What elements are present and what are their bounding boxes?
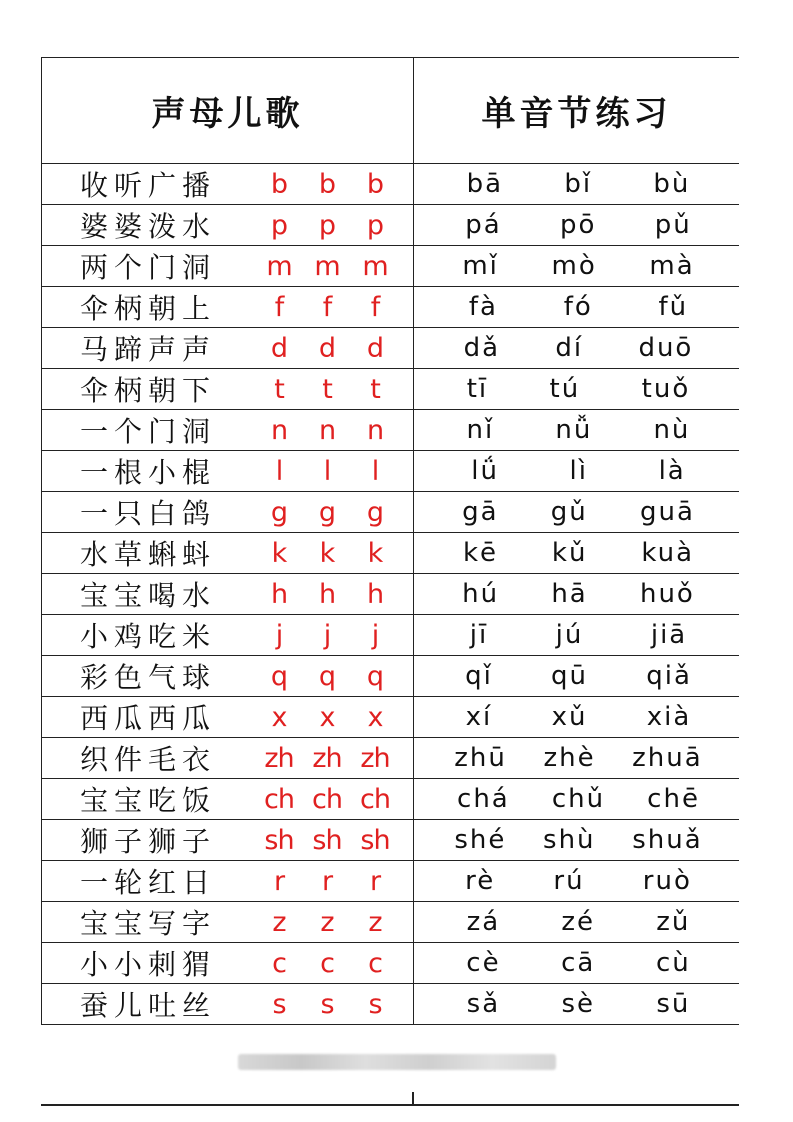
- rhyme-verse: 宝宝喝水: [80, 579, 217, 612]
- blurred-watermark: [238, 1054, 556, 1070]
- rhyme-cell: [42, 738, 414, 779]
- rhyme-cell: [42, 779, 414, 820]
- pinyin-syllable: shuǎ: [632, 825, 703, 855]
- pinyin-syllable: pá: [465, 210, 502, 240]
- bottom-border-line: [41, 1104, 739, 1106]
- pinyin-syllable: pǔ: [654, 210, 692, 240]
- pinyin-syllable: là: [658, 456, 686, 486]
- initial-letter: ch: [312, 783, 342, 815]
- initial-letter: sh: [360, 824, 390, 856]
- syllable-cell: [414, 205, 740, 246]
- syllable-cell: [414, 328, 740, 369]
- initial-letter: ch: [264, 783, 294, 815]
- table-row: [42, 164, 740, 205]
- rhyme-verse: 一轮红日: [80, 866, 217, 899]
- pinyin-syllable: bù: [653, 169, 691, 199]
- table-row: [42, 492, 740, 533]
- pinyin-syllable: zhè: [543, 743, 596, 773]
- initial-letter: j: [371, 619, 379, 651]
- initial-letter: b: [318, 168, 336, 200]
- initial-letter: zh: [360, 742, 390, 774]
- table-row: [42, 328, 740, 369]
- header-row: [42, 58, 740, 164]
- initial-letter: z: [272, 906, 286, 938]
- pinyin-syllable: mà: [649, 251, 695, 281]
- syllable-cell: [414, 492, 740, 533]
- initial-group: [255, 743, 413, 774]
- syllable-cell: [414, 943, 740, 984]
- syllable-cell: [414, 615, 740, 656]
- table-row: [42, 369, 740, 410]
- initial-group: [255, 661, 413, 692]
- rhyme-cell: [42, 164, 414, 205]
- initial-group: [255, 907, 413, 938]
- initial-letter: m: [314, 250, 340, 282]
- initial-letter: m: [266, 250, 292, 282]
- pinyin-syllable: tú: [549, 374, 581, 404]
- rhyme-verse: 织件毛衣: [80, 743, 217, 776]
- table-row: [42, 738, 740, 779]
- pinyin-syllable: jú: [555, 620, 584, 650]
- initial-group: [255, 579, 413, 610]
- initial-group: [255, 415, 413, 446]
- initial-group: [255, 374, 413, 405]
- initial-group: [255, 620, 413, 651]
- table-row: [42, 287, 740, 328]
- table-row: [42, 779, 740, 820]
- table-row: [42, 656, 740, 697]
- syllable-cell: [414, 451, 740, 492]
- rhyme-cell: [42, 656, 414, 697]
- pinyin-syllable: sǎ: [466, 989, 501, 1019]
- initial-letter: k: [319, 537, 335, 569]
- pinyin-syllable: duō: [638, 333, 694, 363]
- pinyin-syllable: shù: [543, 825, 596, 855]
- rhyme-verse: 宝宝吃饭: [80, 784, 217, 817]
- initial-letter: r: [273, 865, 285, 897]
- initial-letter: k: [367, 537, 383, 569]
- initial-letter: h: [270, 578, 288, 610]
- rhyme-verse: 蚕儿吐丝: [80, 989, 217, 1022]
- pinyin-syllable: fà: [468, 292, 498, 322]
- pinyin-syllable: sè: [561, 989, 595, 1019]
- syllable-cell: [414, 820, 740, 861]
- initial-letter: g: [270, 496, 288, 528]
- rhyme-verse: 马蹄声声: [80, 333, 217, 366]
- syllable-cell: [414, 369, 740, 410]
- rhyme-verse: 小鸡吃米: [80, 620, 217, 653]
- table-row: [42, 205, 740, 246]
- initial-letter: n: [366, 414, 384, 446]
- rhyme-cell: [42, 451, 414, 492]
- pinyin-syllable: nǚ: [555, 415, 593, 445]
- table-row: [42, 984, 740, 1025]
- syllable-cell: [414, 656, 740, 697]
- initial-group: [255, 169, 413, 200]
- initial-group: [255, 210, 413, 241]
- pinyin-syllable: zǔ: [656, 907, 691, 937]
- rhyme-cell: [42, 902, 414, 943]
- initial-letter: l: [275, 455, 283, 487]
- initial-letter: h: [366, 578, 384, 610]
- rhyme-verse: 宝宝写字: [80, 907, 217, 940]
- rhyme-verse: 狮子狮子: [80, 825, 217, 858]
- pinyin-syllable: qū: [551, 661, 589, 691]
- pinyin-syllable: cù: [655, 948, 691, 978]
- pinyin-syllable: chǔ: [551, 784, 606, 814]
- initial-letter: p: [270, 209, 288, 241]
- initial-group: [255, 702, 413, 733]
- initial-letter: s: [320, 988, 334, 1020]
- table-row: [42, 943, 740, 984]
- initial-group: [255, 456, 413, 487]
- pinyin-syllable: jī: [469, 620, 489, 650]
- syllable-cell: [414, 738, 740, 779]
- rhyme-cell: [42, 410, 414, 451]
- rhyme-verse: 伞柄朝上: [80, 292, 217, 325]
- pinyin-syllable: kǔ: [551, 538, 588, 568]
- initial-letter: z: [320, 906, 334, 938]
- syllable-cell: [414, 574, 740, 615]
- rhyme-cell: [42, 205, 414, 246]
- initial-letter: z: [368, 906, 382, 938]
- initial-letter: q: [318, 660, 336, 692]
- initial-letter: zh: [312, 742, 342, 774]
- initial-group: [255, 784, 413, 815]
- initial-group: [255, 948, 413, 979]
- initial-group: [255, 825, 413, 856]
- table-row: [42, 820, 740, 861]
- syllable-cell: [414, 902, 740, 943]
- pinyin-syllable: dǎ: [463, 333, 501, 363]
- rhyme-verse: 收听广播: [80, 169, 217, 202]
- pinyin-syllable: bǐ: [564, 169, 593, 199]
- table-row: [42, 615, 740, 656]
- syllable-cell: [414, 246, 740, 287]
- initial-letter: f: [274, 291, 284, 323]
- initial-letter: t: [370, 373, 380, 405]
- initial-letter: x: [367, 701, 383, 733]
- initial-letter: sh: [312, 824, 342, 856]
- rhyme-verse: 伞柄朝下: [80, 374, 217, 407]
- pinyin-syllable: tuǒ: [641, 374, 691, 404]
- pinyin-syllable: hā: [551, 579, 588, 609]
- pinyin-syllable: nǐ: [466, 415, 495, 445]
- rhyme-verse: 一根小棍: [80, 456, 217, 489]
- initial-letter: r: [369, 865, 381, 897]
- pinyin-syllable: kē: [462, 538, 499, 568]
- initial-letter: c: [320, 947, 334, 979]
- rhyme-cell: [42, 369, 414, 410]
- initial-group: [255, 989, 413, 1020]
- initial-group: [255, 292, 413, 323]
- rhyme-cell: [42, 287, 414, 328]
- table-row: [42, 861, 740, 902]
- right-header-title: 单音节练习: [414, 58, 740, 164]
- pinyin-table-sheet: [41, 57, 739, 1025]
- rhyme-cell: [42, 861, 414, 902]
- syllable-cell: [414, 984, 740, 1025]
- rhyme-verse: 一只白鸽: [80, 497, 217, 530]
- rhyme-cell: [42, 984, 414, 1025]
- initial-group: [255, 538, 413, 569]
- initial-letter: t: [322, 373, 332, 405]
- pinyin-syllable: gā: [462, 497, 499, 527]
- pinyin-syllable: lǘ: [471, 456, 499, 486]
- rhyme-cell: [42, 615, 414, 656]
- initial-letter: c: [272, 947, 286, 979]
- syllable-cell: [414, 410, 740, 451]
- table-row: [42, 697, 740, 738]
- initial-letter: k: [271, 537, 287, 569]
- pinyin-syllable: rú: [553, 866, 585, 896]
- table-row: [42, 574, 740, 615]
- initial-letter: g: [318, 496, 336, 528]
- pinyin-syllable: zá: [466, 907, 501, 937]
- initial-letter: x: [319, 701, 335, 733]
- table-row: [42, 410, 740, 451]
- left-header-title: 声母儿歌: [42, 58, 414, 164]
- pinyin-syllable: chē: [647, 784, 700, 814]
- pinyin-syllable: shé: [454, 825, 507, 855]
- pinyin-syllable: qiǎ: [646, 661, 692, 691]
- initial-letter: d: [318, 332, 336, 364]
- rhyme-cell: [42, 492, 414, 533]
- initial-letter: sh: [264, 824, 294, 856]
- pinyin-syllable: kuà: [641, 538, 695, 568]
- pinyin-syllable: mò: [551, 251, 597, 281]
- initial-letter: p: [318, 209, 336, 241]
- initial-letter: t: [274, 373, 284, 405]
- pinyin-syllable: fó: [563, 292, 593, 322]
- syllable-cell: [414, 287, 740, 328]
- pinyin-syllable: qǐ: [465, 661, 493, 691]
- pinyin-syllable: jiā: [650, 620, 688, 650]
- rhyme-cell: [42, 820, 414, 861]
- initial-letter: g: [366, 496, 384, 528]
- syllable-cell: [414, 533, 740, 574]
- initial-letter: s: [272, 988, 286, 1020]
- rhyme-verse: 两个门洞: [80, 251, 217, 284]
- table-row: [42, 533, 740, 574]
- initial-letter: d: [366, 332, 384, 364]
- initial-letter: l: [323, 455, 331, 487]
- pinyin-syllable: zhū: [454, 743, 507, 773]
- initial-group: [255, 866, 413, 897]
- initial-letter: q: [270, 660, 288, 692]
- rhyme-cell: [42, 574, 414, 615]
- initial-letter: b: [270, 168, 288, 200]
- initial-letter: zh: [264, 742, 294, 774]
- pinyin-table: [41, 57, 739, 1025]
- pinyin-syllable: xǔ: [551, 702, 588, 732]
- syllable-cell: [414, 164, 740, 205]
- initial-letter: q: [366, 660, 384, 692]
- pinyin-syllable: tī: [466, 374, 489, 404]
- pinyin-syllable: cā: [561, 948, 596, 978]
- pinyin-syllable: chá: [457, 784, 510, 814]
- pinyin-syllable: bā: [466, 169, 504, 199]
- rhyme-verse: 小小刺猬: [80, 948, 217, 981]
- initial-letter: p: [366, 209, 384, 241]
- pinyin-syllable: dí: [555, 333, 584, 363]
- initial-letter: f: [370, 291, 380, 323]
- initial-letter: j: [323, 619, 331, 651]
- initial-letter: b: [366, 168, 384, 200]
- syllable-cell: [414, 697, 740, 738]
- pinyin-syllable: hú: [462, 579, 500, 609]
- rhyme-cell: [42, 697, 414, 738]
- initial-letter: l: [371, 455, 379, 487]
- pinyin-syllable: rè: [465, 866, 496, 896]
- rhyme-cell: [42, 533, 414, 574]
- syllable-cell: [414, 779, 740, 820]
- pinyin-syllable: fǔ: [658, 292, 689, 322]
- syllable-cell: [414, 861, 740, 902]
- rhyme-cell: [42, 246, 414, 287]
- pinyin-syllable: ruò: [642, 866, 692, 896]
- initial-letter: n: [270, 414, 288, 446]
- pinyin-syllable: cè: [466, 948, 501, 978]
- initial-letter: f: [322, 291, 332, 323]
- initial-group: [255, 333, 413, 364]
- initial-letter: n: [318, 414, 336, 446]
- initial-letter: x: [271, 701, 287, 733]
- pinyin-syllable: huǒ: [639, 579, 695, 609]
- table-row: [42, 246, 740, 287]
- table-row: [42, 451, 740, 492]
- rhyme-verse: 水草蝌蚪: [80, 538, 217, 571]
- initial-letter: h: [318, 578, 336, 610]
- rhyme-verse: 彩色气球: [80, 661, 217, 694]
- pinyin-syllable: sū: [656, 989, 691, 1019]
- initial-letter: j: [275, 619, 283, 651]
- pinyin-syllable: xià: [646, 702, 692, 732]
- pinyin-syllable: zhuā: [632, 743, 703, 773]
- pinyin-syllable: pō: [560, 210, 597, 240]
- pinyin-syllable: nù: [653, 415, 691, 445]
- pinyin-syllable: gǔ: [550, 497, 588, 527]
- initial-letter: c: [368, 947, 382, 979]
- pinyin-syllable: lì: [569, 456, 588, 486]
- rhyme-verse: 一个门洞: [80, 415, 217, 448]
- rhyme-cell: [42, 943, 414, 984]
- initial-letter: m: [362, 250, 388, 282]
- pinyin-syllable: guā: [639, 497, 695, 527]
- rhyme-cell: [42, 328, 414, 369]
- pinyin-syllable: mǐ: [462, 251, 499, 281]
- rhyme-verse: 婆婆泼水: [80, 210, 217, 243]
- initial-letter: s: [368, 988, 382, 1020]
- table-row: [42, 902, 740, 943]
- initial-letter: r: [321, 865, 333, 897]
- initial-letter: ch: [360, 783, 390, 815]
- rhyme-verse: 西瓜西瓜: [80, 702, 217, 735]
- initial-group: [255, 251, 413, 282]
- pinyin-syllable: xí: [465, 702, 493, 732]
- initial-letter: d: [270, 332, 288, 364]
- pinyin-syllable: zé: [561, 907, 596, 937]
- initial-group: [255, 497, 413, 528]
